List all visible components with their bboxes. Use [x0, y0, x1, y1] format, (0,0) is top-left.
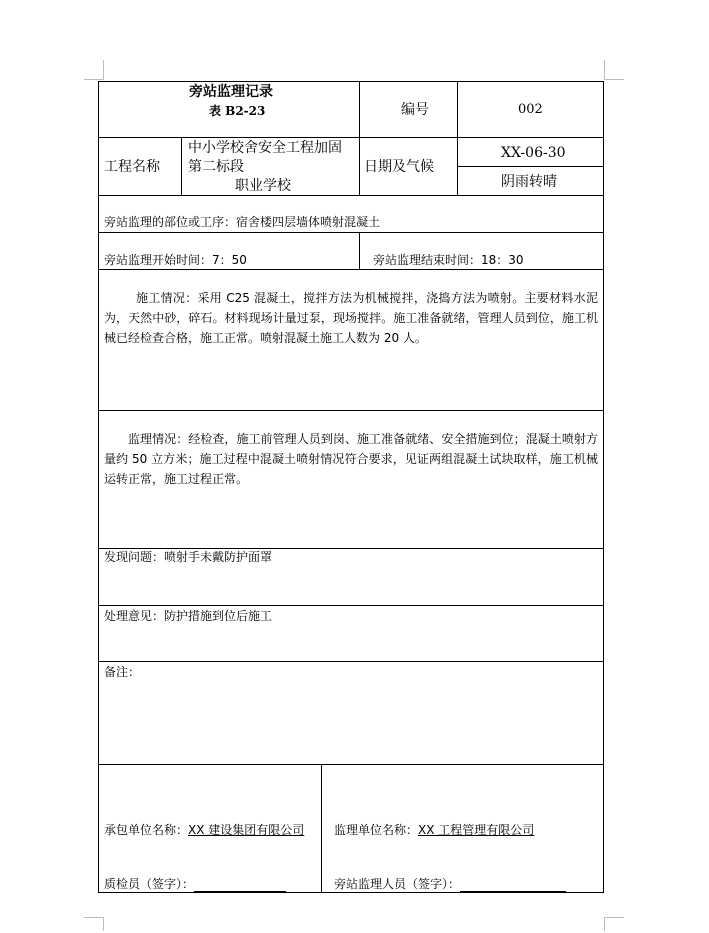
issues-field — [104, 549, 272, 565]
date-value: XX-06-30 — [501, 145, 566, 161]
crop-mark — [604, 60, 605, 80]
weather-value: 阴雨转晴 — [501, 174, 557, 190]
location-label-text: 旁站监理的部位或工序： — [104, 215, 237, 229]
project-name-line2: 第二标段 — [188, 159, 244, 175]
location-value: 宿舍楼四层墙体喷射混凝土 — [236, 215, 381, 229]
form-number: 表 B2-23 — [209, 104, 266, 118]
remarks-label: 备注： — [104, 665, 141, 679]
crop-mark — [103, 60, 104, 80]
crop-mark — [103, 917, 104, 931]
project-name-label: 工程名称 — [104, 159, 160, 175]
contractor-label: 承包单位名称： — [104, 823, 189, 837]
crop-mark — [604, 917, 605, 931]
crop-mark — [84, 79, 104, 80]
supervisor-label: 监理单位名称： — [334, 823, 419, 837]
project-name-line1: 中小学校舍安全工程加固 — [188, 140, 342, 156]
issues-value: 喷射手未戴防护面罩 — [164, 550, 273, 564]
number-value: 002 — [518, 102, 543, 117]
form-title: 旁站监理记录 — [189, 84, 273, 100]
crop-mark — [604, 917, 624, 918]
start-time — [104, 252, 247, 268]
end-time-label: 旁站监理结束时间： — [373, 253, 482, 267]
handling-field — [104, 608, 272, 624]
location-label — [104, 214, 380, 230]
end-time — [373, 252, 524, 268]
start-time-value: 7：50 — [212, 253, 247, 267]
end-time-value: 18：30 — [481, 253, 524, 267]
issues-label: 发现问题： — [104, 550, 165, 564]
contractor-field — [104, 822, 304, 838]
supervision-situation-text: 监理情况：经检查，施工前管理人员到岗、施工准备就绪、安全措施到位；混凝土喷射方量约 50 立方米；施工过程中混凝土喷射情况符合要求，见证两组混凝土试块取样，施工机械运转正常，施工过程正常。 — [104, 432, 598, 486]
project-name-line3: 职业学校 — [235, 178, 291, 194]
monitor-signature — [334, 876, 566, 892]
date-weather-label: 日期及气候 — [364, 159, 434, 175]
crop-mark — [84, 917, 104, 918]
crop-mark — [604, 79, 624, 80]
qc-signature-line[interactable] — [194, 878, 286, 892]
monitor-signature-line[interactable] — [460, 878, 566, 892]
qc-signature-label: 质检员（签字）： — [104, 877, 195, 891]
contractor-value: XX 建设集团有限公司 — [188, 823, 305, 837]
handling-value: 防护措施到位后施工 — [164, 609, 273, 623]
handling-label: 处理意见： — [104, 609, 165, 623]
start-time-label: 旁站监理开始时间： — [104, 253, 213, 267]
qc-signature — [104, 876, 286, 892]
construction-situation-text: 施工情况：采用 C25 混凝土，搅拌方法为机械搅拌，浇捣方法为喷射。主要材料水泥为，天然中砂，碎石。材料现场计量过泵，现场搅拌。施工准备就绪，管理人员到位，施工机械已经检查合格，施工正常。喷射混凝土施工人数为 20 人。 — [104, 291, 598, 345]
monitor-signature-label: 旁站监理人员（签字）： — [334, 877, 461, 891]
supervisor-value: XX 工程管理有限公司 — [418, 823, 535, 837]
supervisor-field — [334, 822, 534, 838]
supervision-record-form — [98, 81, 604, 893]
number-label: 编号 — [401, 102, 429, 118]
